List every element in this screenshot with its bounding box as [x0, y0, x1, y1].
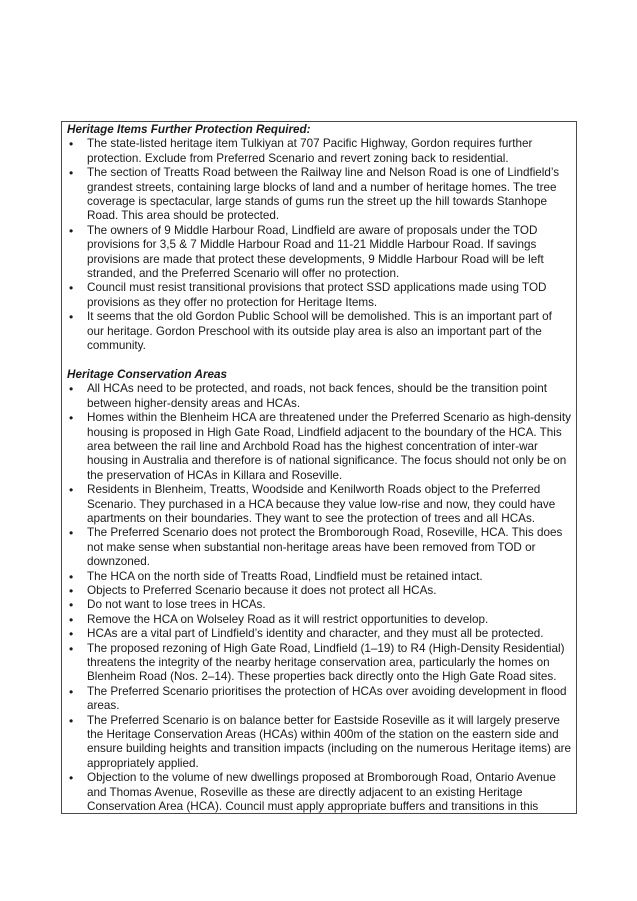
section-heading-heritage-conservation-areas: Heritage Conservation Areas: [67, 367, 228, 381]
list-item: • The owners of 9 Middle Harbour Road, Lindfield are aware of proposals under the TOD provisions for 3,5 & 7 Middle Harbour Road and 11-21 Middle Harbour Road. If savings provisions are made that protect these developments, 9 Middle Harbour Road will be left stranded, and the Preferred Scenario will offer no protection.: [87, 224, 572, 282]
list-item: • Objects to Preferred Scenario because it does not protect all HCAs.: [87, 584, 572, 598]
list-item: • The HCA on the north side of Treatts Road, Lindfield must be retained intact.: [87, 570, 572, 584]
list-item: • The state-listed heritage item Tulkiyan at 707 Pacific Highway, Gordon requires further protection. Exclude from Preferred Scenario and revert zoning back to residential.: [87, 137, 572, 166]
heritage-conservation-areas-list: [62, 382, 572, 814]
list-item: • Homes within the Blenheim HCA are threatened under the Preferred Scenario as high-density housing is proposed in High Gate Road, Lindfield adjacent to the boundary of the HCA. This area between the rail line and Archbold Road has the highest concentration of inter-war housing in Australia and therefore is of national significance. The focus should not only be on the preservation of HCAs in Killara and Roseville.: [87, 411, 572, 483]
list-item: • The Preferred Scenario does not protect the Bromborough Road, Roseville, HCA. This does not make sense when substantial non-heritage areas have been removed from TOD or downzoned.: [87, 526, 572, 569]
content-box: [61, 121, 577, 814]
section-heading-heritage-items: Heritage Items Further Protection Required:: [67, 123, 311, 136]
list-item: • Council must resist transitional provisions that protect SSD applications made using TOD provisions as they offer no protection for Heritage Items.: [87, 281, 572, 310]
list-item: • Do not want to lose trees in HCAs.: [87, 598, 572, 612]
list-item: • The Preferred Scenario prioritises the protection of HCAs over avoiding development in flood areas.: [87, 685, 572, 714]
heritage-items-list: [62, 137, 572, 353]
list-item: • The section of Treatts Road between the Railway line and Nelson Road is one of Lindfield’s grandest streets, containing large blocks of land and a number of heritage homes. The tree coverage is spectacular, large stands of gums run the street up the hill towards Stanhope Road. This area should be protected.: [87, 166, 572, 224]
list-item: • HCAs are a vital part of Lindfield’s identity and character, and they must all be protected.: [87, 627, 572, 641]
list-item: • Remove the HCA on Wolseley Road as it will restrict opportunities to develop.: [87, 613, 572, 627]
list-item: • It seems that the old Gordon Public School will be demolished. This is an important part of our heritage. Gordon Preschool with its outside play area is also an important part of the community.: [87, 310, 572, 353]
list-item: • Objection to the volume of new dwellings proposed at Bromborough Road, Ontario Avenue and Thomas Avenue, Roseville as these are directly adjacent to an existing Heritage Conservation Area (HCA). Council must apply appropriate buffers and transitions in this: [87, 771, 572, 814]
list-item: • The Preferred Scenario is on balance better for Eastside Roseville as it will largely preserve the Heritage Conservation Areas (HCAs) within 400m of the station on the eastern side and ensure building heights and transition impacts (including on the numerous Heritage items) are appropriately applied.: [87, 714, 572, 772]
list-item: • The proposed rezoning of High Gate Road, Lindfield (1–19) to R4 (High-Density Residential) threatens the integrity of the nearby heritage conservation area, particularly the homes on Blenheim Road (Nos. 2–14). These properties back directly onto the High Gate Road sites.: [87, 642, 572, 685]
list-item: • All HCAs need to be protected, and roads, not back fences, should be the transition point between higher-density areas and HCAs.: [87, 382, 572, 411]
list-item: • Residents in Blenheim, Treatts, Woodside and Kenilworth Roads object to the Preferred Scenario. They purchased in a HCA because they value low-rise and now, they could have apartments on their boundaries. They want to see the protection of trees and all HCAs.: [87, 483, 572, 526]
